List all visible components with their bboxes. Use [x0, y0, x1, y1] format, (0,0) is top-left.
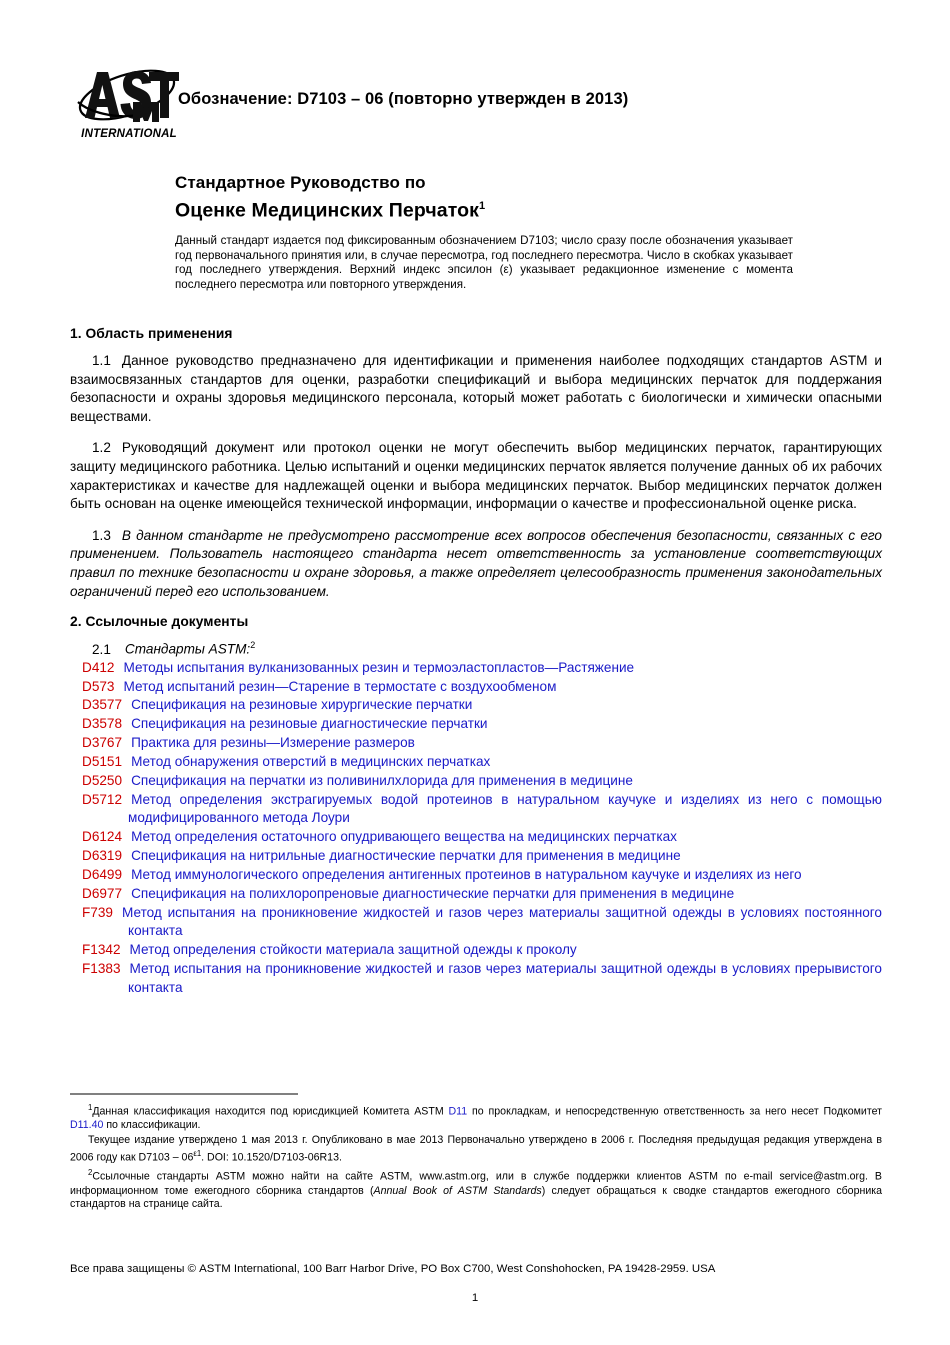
footnote-1-link-d11[interactable]: D11	[448, 1105, 468, 1118]
astm-logo-wordmark: INTERNATIONAL	[81, 128, 177, 140]
paragraph-number: 1.1	[92, 353, 111, 368]
reference-code[interactable]: F1383	[82, 961, 121, 977]
reference-code[interactable]: D6319	[82, 848, 123, 864]
copyright-line: Все права защищены © ASTM International, 100 Barr Harbor Drive, PO Box C700, West Conshohocken, PA 19428-2959. USA	[70, 1263, 716, 1275]
epsilon-superscript: ε1	[193, 1149, 202, 1159]
reference-code[interactable]: D412	[82, 659, 115, 675]
footnote-2-text-part-1: Ссылочные стандарты ASTM можно найти на сайте ASTM, www.astm.org, или в службе поддержки клиентов ASTM по e-mail service@astm.org. В информационном томе ежегодного сборника стандартов (	[70, 1170, 882, 1197]
list-item[interactable]	[70, 904, 882, 941]
reference-title[interactable]: Метод испытания на проникновение жидкостей и газов через материалы защитной одежды в условиях постоянного контакта	[121, 904, 882, 939]
footnote-edition-info	[70, 1134, 882, 1166]
title-line-1: Стандартное Руководство по	[175, 173, 426, 192]
reference-title[interactable]: Спецификация на нитрильные диагностические перчатки для применения в медицине	[131, 848, 681, 864]
title-line-2-text: Оценке Медицинских Перчаток	[175, 199, 479, 222]
reference-code[interactable]: D3577	[82, 697, 123, 713]
reference-title[interactable]: Метод определения остаточного опудривающего вещества на медицинских перчатках	[131, 829, 677, 845]
list-item[interactable]	[70, 847, 882, 865]
list-item[interactable]	[70, 791, 882, 828]
footnotes-block	[70, 1101, 882, 1212]
list-item[interactable]	[70, 828, 882, 846]
reference-code[interactable]: D3578	[82, 716, 123, 732]
edition-doi: . DOI: 10.1520/D7103-06R13.	[201, 1151, 342, 1164]
edition-text: Текущее издание утверждено 1 мая 2013 г. Опубликовано в мае 2013 Первоначально утверждено в 2006 г. Последняя предыдущая редакция утверждена в 2006 году как D7103 – 06	[70, 1133, 882, 1164]
footnote-1-text-part-2: по прокладкам, и непосредственную ответственность за него несет Подкомитет	[467, 1105, 882, 1118]
astm-logo-mark-icon	[75, 62, 180, 130]
preamble-text: Данный стандарт издается под фиксированным обозначением D7103; число сразу после обозначения указывает год первоначального принятия или, в случае пересмотра, год последнего пересмотра. Число в скобках указывает год последнего утверждения. Верхний индекс эпсилон (ε) указывает редакционное изменение с момента последнего пересмотра или повторного утверждения.	[175, 234, 793, 291]
list-item[interactable]	[70, 753, 882, 771]
reference-title[interactable]: Спецификация на перчатки из поливинилхлорида для применения в медицине	[131, 773, 633, 789]
reference-title[interactable]: Метод определения стойкости материала защитной одежды к проколу	[129, 942, 577, 958]
subsection-label: Стандарты ASTM:	[124, 641, 251, 657]
list-item[interactable]	[70, 941, 882, 959]
document-designation: Обозначение: D7103 – 06 (повторно утвержден в 2013)	[178, 90, 629, 108]
footnote-1-text-part-1: Данная классификация находится под юрисдикцией Комитета ASTM	[92, 1105, 449, 1118]
section-1-heading: 1. Область применения	[70, 326, 233, 341]
footnote-2-book-title: Annual Book of ASTM Standards	[373, 1184, 542, 1197]
reference-title[interactable]: Спецификация на резиновые хирургические перчатки	[131, 697, 473, 713]
list-item[interactable]	[70, 734, 882, 752]
footnote-2-marker: 2	[88, 1168, 93, 1178]
paragraph-number: 1.2	[92, 440, 111, 456]
footnote-2-text-part-2: ) следует обращаться к сводке стандартов ежегодного сборника стандартов на странице сайта.	[70, 1184, 882, 1211]
paragraph-text: Руководящий документ или протокол оценки не могут обеспечить выбор медицинских перчаток, гарантирующих защиту медицинского работника. Целью испытаний и оценки медицинских перчаток является получение данных об их рабочих характеристиках и качестве для надлежащей оценки и выбора медицинских перчаток. Выбор медицинских перчаток должен быть основан на оценке имеющейся технической информации, информации о качестве и профессиональной оценке риска.	[70, 440, 882, 512]
paragraph-text: Данное руководство предназначено для идентификации и применения наиболее подходящих стандартов ASTM и взаимосвязанных стандартов для оценки, разработки спецификаций и выбора медицинских перчаток для поддержания безопасности и охраны здоровья медицинского персонала, который может работать с биологически и химически опасными веществами.	[70, 353, 882, 424]
document-header	[70, 60, 885, 160]
footnote-separator-rule	[70, 1093, 298, 1095]
reference-title[interactable]: Практика для резины—Измерение размеров	[131, 735, 415, 751]
reference-title[interactable]: Методы испытания вулканизованных резин и термоэластопластов—Растяжение	[123, 659, 635, 675]
title-footnote-marker: 1	[478, 200, 486, 212]
list-item[interactable]	[70, 772, 882, 790]
footnote-1-link-d1140[interactable]: D11.40	[70, 1119, 104, 1132]
reference-title[interactable]: Метод определения экстрагируемых водой протеинов в натуральном каучуке и изделиях из него с помощью модифицированного метода Лоури	[128, 792, 882, 826]
list-item[interactable]	[70, 715, 882, 733]
paragraph-1-1	[70, 352, 882, 426]
list-item[interactable]	[70, 960, 882, 997]
document-title-block	[175, 172, 890, 224]
reference-title[interactable]: Метод обнаружения отверстий в медицинских перчатках	[131, 754, 491, 770]
reference-code[interactable]: D5250	[82, 773, 123, 789]
footnote-1-text-part-3: по классификации.	[103, 1119, 201, 1132]
reference-title[interactable]: Метод испытаний резин—Старение в термостате с воздухообменом	[123, 678, 557, 694]
reference-code[interactable]: F1342	[82, 942, 121, 958]
reference-code[interactable]: F739	[82, 904, 113, 920]
subsection-footnote-marker: 2	[250, 640, 256, 651]
list-item[interactable]	[70, 866, 882, 884]
list-item[interactable]	[70, 678, 882, 696]
astm-reference-list	[70, 659, 882, 997]
paragraph-1-3	[70, 527, 882, 601]
paragraph-1-2	[70, 439, 882, 513]
reference-code[interactable]: D6124	[82, 829, 123, 845]
footnote-2	[70, 1166, 882, 1211]
section-2-1-subheading	[70, 640, 882, 657]
reference-code[interactable]: D573	[82, 678, 115, 694]
title-line-2	[175, 194, 890, 224]
reference-title[interactable]: Метод испытания на проникновение жидкостей и газов через материалы защитной одежды в условиях прерывистого контакта	[128, 961, 882, 995]
reference-title[interactable]: Спецификация на резиновые диагностические перчатки	[131, 716, 488, 732]
document-body	[70, 326, 882, 997]
reference-code[interactable]: D6499	[82, 867, 123, 883]
reference-code[interactable]: D3767	[82, 735, 123, 751]
paragraph-number: 1.3	[92, 527, 111, 543]
reference-code[interactable]: D5712	[82, 792, 123, 807]
footnote-1-marker: 1	[88, 1103, 93, 1112]
reference-title[interactable]: Метод иммунологического определения антигенных протеинов в натуральном каучуке и изделиях из него	[131, 867, 802, 883]
reference-code[interactable]: D5151	[82, 754, 123, 770]
list-item[interactable]	[70, 885, 882, 903]
list-item[interactable]	[70, 659, 882, 677]
reference-title[interactable]: Спецификация на полихлоропреновые диагностические перчатки для применения в медицине	[131, 886, 735, 902]
section-2-heading: 2. Ссылочные документы	[70, 614, 249, 630]
astm-logo	[75, 62, 183, 150]
page-number: 1	[471, 1292, 479, 1304]
list-item[interactable]	[70, 696, 882, 714]
subsection-number: 2.1	[92, 641, 111, 657]
footnote-1	[70, 1101, 882, 1133]
reference-code[interactable]: D6977	[82, 886, 123, 902]
paragraph-text: В данном стандарте не предусмотрено рассмотрение всех вопросов обеспечения безопасности, связанных с его применением. Пользователь настоящего стандарта несет ответственность за установление соответствующих правил по технике безопасности и охране здоровья, а также определяет целесообразность применения законодательных ограничений перед его использованием.	[70, 527, 882, 599]
